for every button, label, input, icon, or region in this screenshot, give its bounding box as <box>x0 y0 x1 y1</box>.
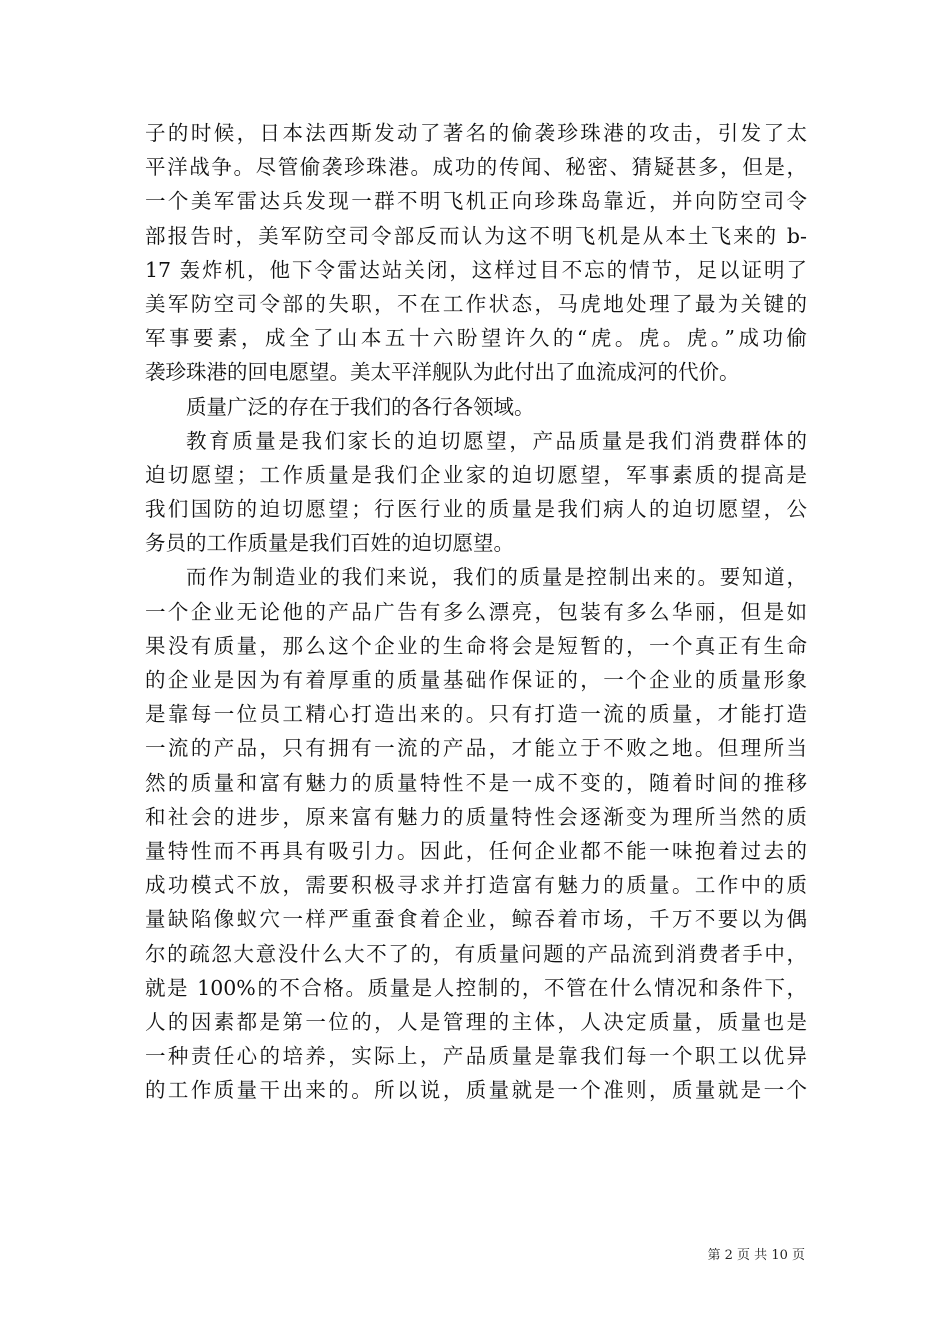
text-line: 人的因素都是第一位的，人是管理的主体，人决定质量，质量也是 <box>145 1009 807 1034</box>
text-line: 然的质量和富有魅力的质量特性不是一成不变的，随着时间的推移 <box>145 770 807 795</box>
paragraph-start-line: 教育质量是我们家长的迫切愿望，产品质量是我们消费群体的 <box>186 428 807 453</box>
text-line: 务员的工作质量是我们百姓的迫切愿望。 <box>145 531 514 556</box>
text-line: 军事要素，成全了山本五十六盼望许久的“虎。虎。虎。”成功偷 <box>145 326 807 351</box>
text-line: 一流的产品，只有拥有一流的产品，才能立于不败之地。但理所当 <box>145 736 807 761</box>
text-line: 量特性而不再具有吸引力。因此，任何企业都不能一味抱着过去的 <box>145 838 807 863</box>
text-line: 量缺陷像蚁穴一样严重蚕食着企业，鲸吞着市场，千万不要以为偶 <box>145 907 807 932</box>
text-line: 一个美军雷达兵发现一群不明飞机正向珍珠岛靠近，并向防空司令 <box>145 189 807 214</box>
text-line: 一种责任心的培养，实际上，产品质量是靠我们每一个职工以优异 <box>145 1044 807 1069</box>
text-line: 我们国防的迫切愿望；行医行业的质量是我们病人的迫切愿望，公 <box>145 497 807 522</box>
text-line: 子的时候，日本法西斯发动了著名的偷袭珍珠港的攻击，引发了太 <box>145 121 807 145</box>
text-line: 果没有质量，那么这个企业的生命将会是短暂的，一个真正有生命 <box>145 633 807 658</box>
document-body <box>145 116 807 1107</box>
text-line: 一个企业无论他的产品广告有多么漂亮，包装有多么华丽，但是如 <box>145 599 807 624</box>
text-line: 平洋战争。尽管偷袭珍珠港。成功的传闻、秘密、猜疑甚多，但是， <box>145 155 807 180</box>
text-line: 是靠每一位员工精心打造出来的。只有打造一流的质量，才能打造 <box>145 702 807 727</box>
text-line: 美军防空司令部的失职，不在工作状态，马虎地处理了最为关键的 <box>145 291 807 316</box>
text-line: 迫切愿望；工作质量是我们企业家的迫切愿望，军事素质的提高是 <box>145 462 807 487</box>
text-line: 的工作质量干出来的。所以说，质量就是一个准则，质量就是一个 <box>145 1078 807 1103</box>
paragraph-start-line: 质量广泛的存在于我们的各行各领域。 <box>186 394 535 419</box>
text-line: 17 轰炸机，他下令雷达站关闭，这样过目不忘的情节，足以证明了 <box>145 257 807 282</box>
page-number-footer: 第 2 页 共 10 页 <box>707 1248 805 1263</box>
text-line: 成功模式不放，需要积极寻求并打造富有魅力的质量。工作中的质 <box>145 873 807 898</box>
text-line: 就是 100%的不合格。质量是人控制的，不管在什么情况和条件下， <box>145 975 807 1000</box>
text-line: 尔的疏忽大意没什么大不了的，有质量问题的产品流到消费者手中， <box>145 941 807 966</box>
text-line: 袭珍珠港的回电愿望。美太平洋舰队为此付出了血流成河的代价。 <box>145 360 740 385</box>
text-line: 部报告时，美军防空司令部反而认为这不明飞机是从本土飞来的 b- <box>145 223 807 248</box>
text-line: 和社会的进步，原来富有魅力的质量特性会逐渐变为理所当然的质 <box>145 804 807 829</box>
paragraph-start-line: 而作为制造业的我们来说，我们的质量是控制出来的。要知道， <box>186 565 807 590</box>
text-line: 的企业是因为有着厚重的质量基础作保证的，一个企业的质量形象 <box>145 668 807 692</box>
